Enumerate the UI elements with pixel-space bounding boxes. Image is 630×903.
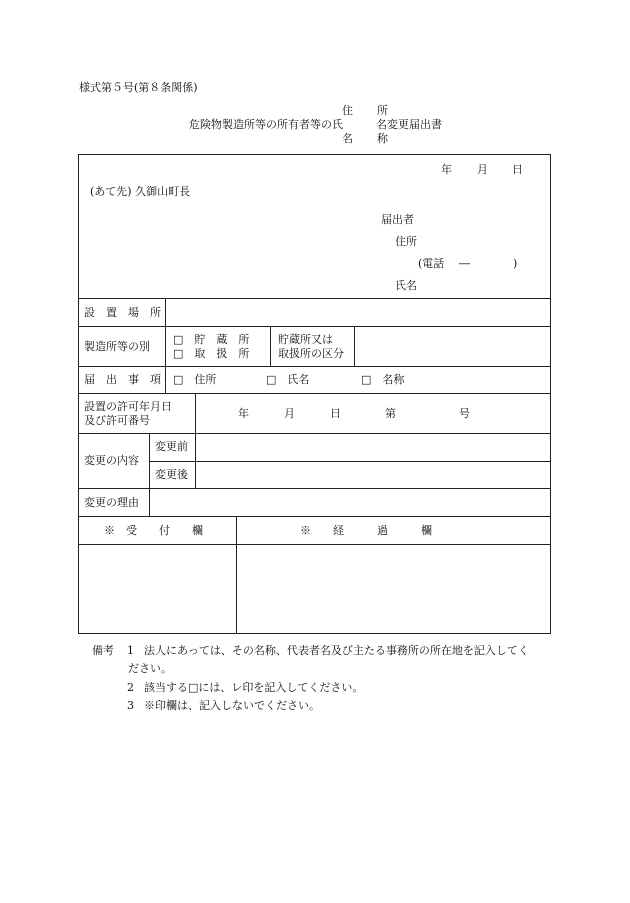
form-id: 様式第５号(第８条関係) bbox=[79, 81, 198, 94]
row-divider bbox=[78, 544, 551, 545]
permit-no-prefix: 第 bbox=[385, 407, 396, 420]
applicant-address-label: 住所 bbox=[395, 235, 417, 248]
addressee: (あて先) 久御山町長 bbox=[90, 185, 191, 198]
permit-year-label: 年 bbox=[238, 407, 249, 420]
facility-option-handling[interactable]: □ 取 扱 所 bbox=[173, 347, 250, 360]
before-change-label: 変更前 bbox=[155, 440, 188, 453]
row-divider bbox=[78, 366, 551, 367]
date-month-label: 月 bbox=[477, 163, 488, 176]
phone-close: ) bbox=[513, 257, 518, 270]
note-2-text: 該当する□には、レ印を記入してください。 bbox=[144, 681, 364, 694]
change-content-label: 変更の内容 bbox=[84, 454, 139, 467]
note-1-line-1: 法人にあっては、その名称、代表者名及び主たる事務所の所在地を記入してく bbox=[144, 644, 529, 657]
phone-dash: ― bbox=[459, 257, 470, 270]
after-change-label: 変更後 bbox=[155, 468, 188, 481]
date-day-label: 日 bbox=[512, 163, 523, 176]
note-2-number: 2 bbox=[127, 681, 134, 694]
notify-option-title[interactable]: □ 名称 bbox=[361, 373, 405, 386]
notify-option-name[interactable]: □ 氏名 bbox=[266, 373, 310, 386]
col-divider bbox=[149, 433, 150, 516]
form-table bbox=[78, 154, 551, 634]
change-reason-label: 変更の理由 bbox=[84, 496, 139, 509]
facility-type-label: 製造所等の別 bbox=[84, 340, 150, 353]
col-divider bbox=[165, 298, 166, 393]
applicant-label: 届出者 bbox=[381, 213, 414, 226]
row-divider bbox=[78, 516, 551, 517]
title-prefix: 危険物製造所等の所有者等の氏 bbox=[189, 118, 343, 131]
title-top-char-2: 所 bbox=[377, 104, 388, 117]
note-3-text: ※印欄は、記入しないでください。 bbox=[144, 699, 320, 712]
storage-class-label-2: 取扱所の区分 bbox=[278, 347, 344, 360]
row-divider bbox=[78, 326, 551, 327]
permit-day-label: 日 bbox=[330, 407, 341, 420]
notify-option-address[interactable]: □ 住所 bbox=[173, 373, 217, 386]
title-bottom-char-2: 称 bbox=[377, 132, 388, 145]
col-divider bbox=[236, 516, 237, 634]
note-3-number: 3 bbox=[127, 699, 134, 712]
notes-heading: 備考 bbox=[92, 644, 114, 657]
note-1-number: 1 bbox=[127, 644, 134, 657]
facility-option-storage[interactable]: □ 貯 蔵 所 bbox=[173, 333, 250, 346]
notify-items-label: 届 出 事 項 bbox=[84, 373, 161, 386]
phone-open: (電話 bbox=[418, 257, 445, 270]
permit-label-2: 及び許可番号 bbox=[84, 414, 150, 427]
reception-column-label: ※ 受 付 欄 bbox=[104, 524, 203, 537]
col-divider bbox=[270, 326, 271, 366]
row-divider bbox=[149, 461, 551, 462]
storage-class-label-1: 貯蔵所又は bbox=[278, 333, 333, 346]
title-bottom-char-1: 名 bbox=[342, 132, 353, 145]
col-divider bbox=[354, 326, 355, 366]
col-divider bbox=[195, 393, 196, 488]
applicant-name-label: 氏名 bbox=[395, 279, 417, 292]
note-1-line-2: ださい。 bbox=[128, 662, 172, 675]
title-top-char-1: 住 bbox=[342, 104, 353, 117]
permit-no-suffix: 号 bbox=[459, 407, 470, 420]
title-suffix: 名変更届出書 bbox=[376, 118, 442, 131]
row-divider bbox=[78, 298, 551, 299]
row-divider bbox=[78, 393, 551, 394]
location-label: 設 置 場 所 bbox=[84, 306, 161, 319]
date-year-label: 年 bbox=[441, 163, 452, 176]
progress-column-label: ※ 経 過 欄 bbox=[300, 524, 432, 537]
permit-label-1: 設置の許可年月日 bbox=[84, 400, 172, 413]
permit-month-label: 月 bbox=[284, 407, 295, 420]
